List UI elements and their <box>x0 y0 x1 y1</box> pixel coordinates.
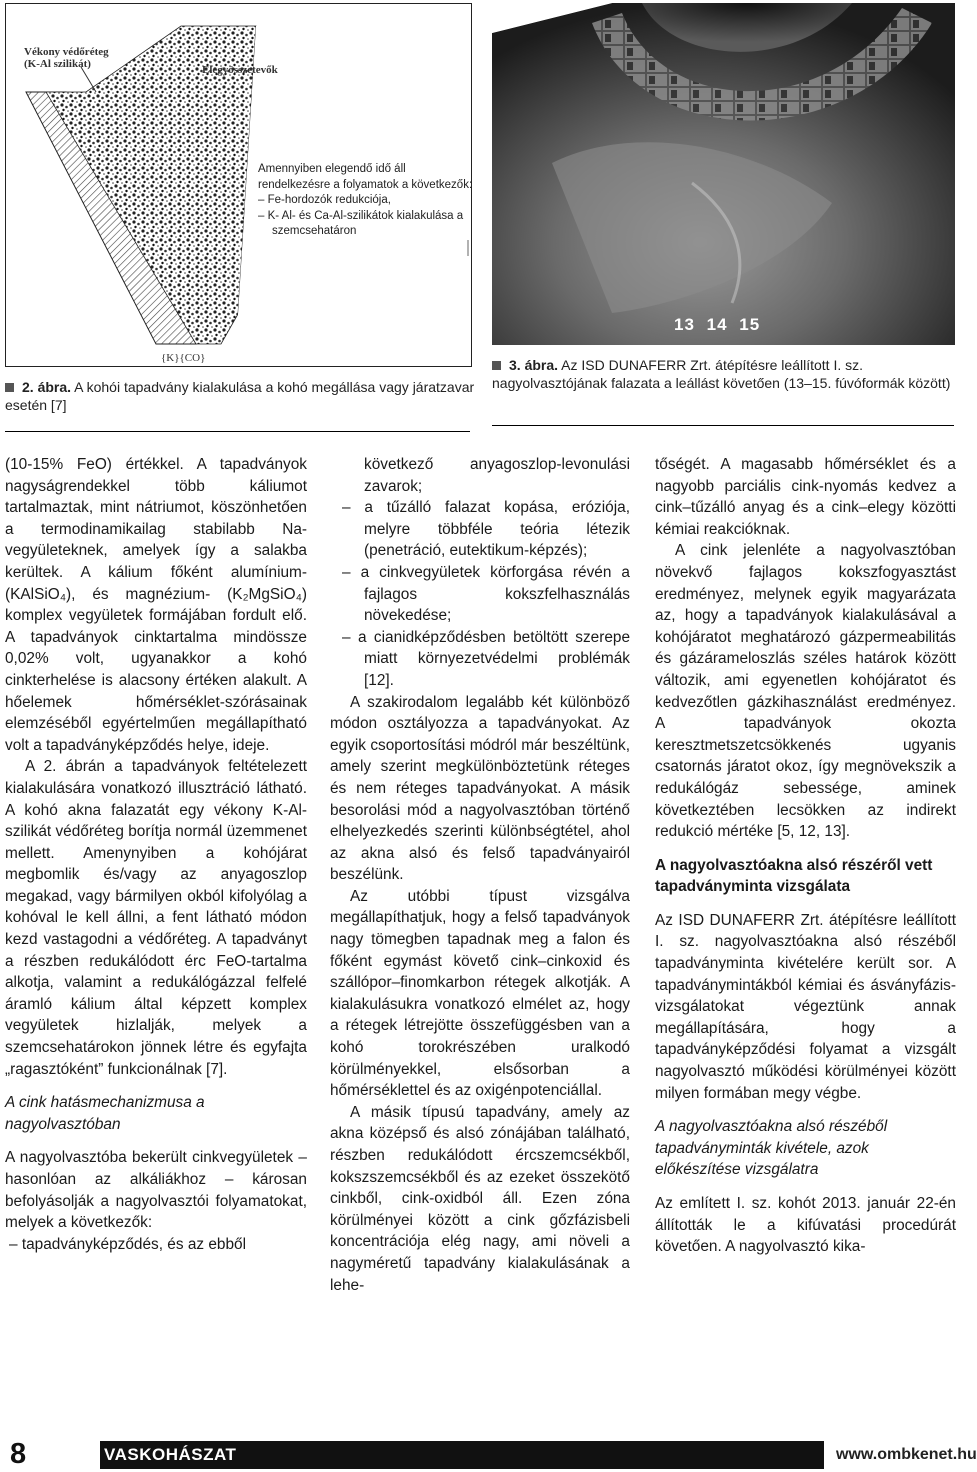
paragraph: A nagyolvasztóba bekerült cinkvegyületek – hasonlóan az alkáliákhoz – károsan befolyásolják a nagyolvasztói folyamatokat, melyek a következők: <box>5 1149 307 1232</box>
caption-bullet-icon <box>5 383 14 392</box>
figure-3-caption-label: 3. ábra. <box>509 357 559 373</box>
burden-label: Elegyösszetevők <box>202 64 278 76</box>
note-list <box>258 193 473 240</box>
thin-layer-label <box>24 46 109 70</box>
paragraph: A 2. ábrán a tapadványok feltételezett kialakulására vonatkozó illusztráció látható. A kohó akna falazatát egy vékony K-Al-szilikát védőréteg borítja normál üzemmenet mellett. Amenynyiben a kohójárat megbomlik és/vagy az anyagoszlop megakad, vagy bármilyen okból kifolyólag a kohóval le kell állni, a fent látható módon kezd vastagodni a védőréteg. A tapadványt a részben redukálódott érc FeO-tartalma alkotja, valamint a redukálógázzal felfelé áramló kálium által képzett komplex vegyületek hizlalják, melyek a szemcsehatárokon jönnek létre és egyfajta „ragasztóként” funkcionálnak [7]. <box>5 758 307 1078</box>
caption-bullet-icon <box>492 361 501 370</box>
figure-2-note <box>258 162 473 240</box>
figure-3-caption <box>492 356 954 392</box>
journal-name: VASKOHÁSZAT <box>104 1445 237 1464</box>
list-item: – a cianidképződésben betöltött szerepe miatt környezetvédelmi problémák [12]. <box>342 628 630 689</box>
figure-2-rule <box>5 431 470 432</box>
list-item-continuation: következő anyagoszlop-levonulási zavarok; <box>364 456 630 495</box>
thin-layer-label-line1: Vékony védőréteg <box>24 46 109 58</box>
figure-3-rule <box>492 425 954 426</box>
thin-layer-label-line2: (K-Al szilikát) <box>24 58 91 70</box>
text-column-2 <box>330 454 630 1296</box>
note-item: – Fe-hordozók redukciója, <box>258 194 391 206</box>
section-heading: A cink hatásmechanizmusa a nagyolvasztóban <box>5 1094 205 1133</box>
text-column-3 <box>655 454 956 1258</box>
paragraph: (10-15% FeO) értékkel. A tapadványok nagyságrendekkel több káliumot tartalmaztak, mint nátriumot, köszönhetően a termodinamikailag stabilabb Na-vegyületeknek, amelyek így a salakba kerültek. A kálium főként alumínium- (KAlSiO₄), és magnézium- (K₂MgSiO₄) komplex vegyületek formájában fordult elő. A tapadványok cinktartalma mindössze 0,02% volt, ugyanakkor a kohó cinkterhelése is alacsony értéken alakult. A hőelemek hőmérséklet-szórásainak elemzéséből egyértelműen megállapítható volt a tapadványképződés helye, ideje. <box>5 456 307 754</box>
figure-3-caption-text: Az ISD DUNAFERR Zrt. átépítésre leállított I. sz. nagyolvasztójának falazata a leállást követően (13–15. fúvóformák között) <box>492 357 951 391</box>
furnace-wall-photo <box>492 3 955 345</box>
list-item: – tapadványképződés, és az ebből <box>9 1235 247 1253</box>
paragraph: Az említett I. sz. kohót 2013. január 22-én állították le a kifúvatási procedúrát követően. A nagyolvasztó kika- <box>655 1195 956 1256</box>
paragraph: Az ISD DUNAFERR Zrt. átépítésre leállított I. sz. nagyolvasztóakna alsó részéből tapadványminta kivételére került sor. A tapadványmintákból kémiai és ásványfázis-vizsgálatokat végeztünk annak megállapítására, hogy a tapadványképződési folyamat a vizsgált nagyolvasztó működési körülményei között milyen formában megy végbe. <box>655 911 956 1102</box>
paragraph: Az utóbbi típust vizsgálva megállapíthatjuk, hogy a felső tapadványok nagy tömegben tapadnak meg a falon és főként egymást követő cink–cinkoxid és szállópor–finomkarbon rétegek alkotják. A kialakulásukra vonatkozó elmélet az, hogy a rétegek létrejötte összefüggésben van a kohó torokrészében uralkodó körülményekkel, elsősorban a hőmérséklettel és az oxigénpotenciállal. <box>330 887 630 1100</box>
effects-list <box>330 497 630 691</box>
figure-2-caption <box>5 378 475 414</box>
note-intro: Amennyiben elegendő idő áll rendelkezésre a folyamatok a következők: <box>258 163 473 191</box>
figure-2-caption-label: 2. ábra. <box>22 379 72 395</box>
paragraph: A cink jelenléte a nagyolvasztóban növekvő fajlagos kokszfogyasztást eredményez, melynek egyik magyarázata az, hogy a tapadványok kialakulásával a kohójáratot meghatározó gázpermeabilitás és gázárameloszlás széles határok között változik, ami egyenetlen kohójáratot és kedvezőtlen gázkihasználást eredményez. A tapadványok okozta keresztmetszetcsökkenés ugyanis csatornás járatot okoz, így megnövekszik a redukálógáz sebessége, aminek következtében lecsökken az indirekt redukció mértéke [5, 12, 13]. <box>655 542 956 841</box>
effects-list <box>5 1234 307 1256</box>
list-item: – a tűzálló falazat kopása, eróziója, melyre többféle teória létezik (penetráció, eutektikum-képzés); <box>342 499 630 560</box>
page-number: 8 <box>10 1438 27 1470</box>
figure-2-illustration <box>5 3 472 367</box>
section-heading: A nagyolvasztóakna alsó részéről vett tapadványminta vizsgálata <box>655 856 933 896</box>
list-item: – a cinkvegyületek körforgása révén a fajlagos kokszfelhasználás növekedése; <box>342 563 630 625</box>
subsection-heading: A nagyolvasztóakna alsó részéből tapadványminták kivétele, azok előkészítése vizsgálatra <box>655 1118 888 1179</box>
paragraph: tőségét. A magasabb hőmérséklet és a nagyobb parciális cink-nyomás kedvez a cink–tűzálló anyag és a cink–elegy közötti kémiai reakcióknak. <box>655 456 956 538</box>
tuyere-numbers: 13 14 15 <box>674 315 761 334</box>
gases-label: {K}{CO} <box>161 352 206 364</box>
figure-3-photo <box>492 3 955 345</box>
figure-2-caption-text: A kohói tapadvány kialakulása a kohó megállása vagy járatzavar esetén [7] <box>5 379 475 413</box>
paragraph: A szakirodalom legalább két különböző módon osztályozza a tapadványokat. Az egyik csoportosítási módról már beszéltünk, amely szerint megkülönböztetünk réteges és nem réteges tapadványokat. A másik besorolási mód a nagyolvasztóban történő elhelyezkedés szerinti különbségtétel, ahol az akna alsó és felső tapadványairól beszélünk. <box>330 693 630 884</box>
text-column-1 <box>5 454 307 1255</box>
website-link[interactable]: www.ombkenet.hu <box>836 1446 977 1463</box>
note-item: – K- Al- és Ca-Al-szilikátok kialakulása a szemcsehatáron <box>258 209 464 237</box>
paragraph: A másik típusú tapadvány, amely az akna középső és alsó zónájában található, részben redukálódott ércszemcsékből, kokszszemcsékből és az ezeket összekötő cinkből, cink-oxidból áll. Ezen zóna körülményei között a cink gőzfázisbeli koncentrációja elég nagy, ami növeli a nagyméretű tapadvány kialakulásának a lehe- <box>330 1103 630 1294</box>
